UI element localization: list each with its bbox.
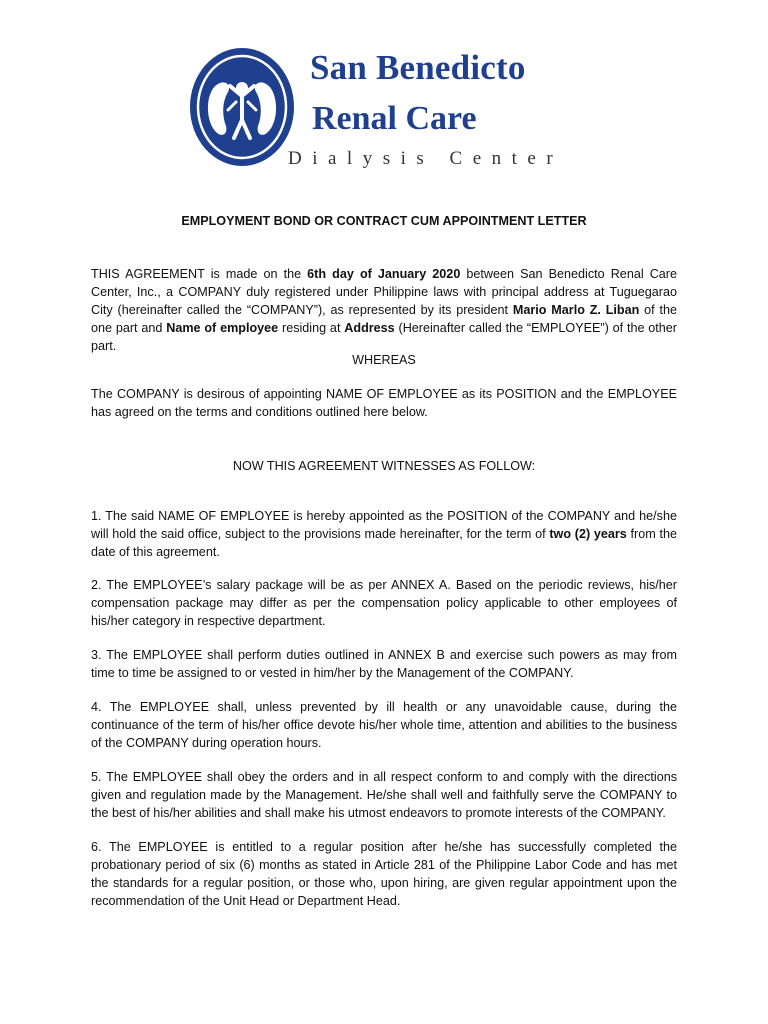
document-title: EMPLOYMENT BOND OR CONTRACT CUM APPOINTMENT LETTER	[181, 214, 587, 228]
clause-4: 4. The EMPLOYEE shall, unless prevented by ill health or any unavoidable cause, during the continuance of the term of his/her office devote his/her whole time, attention and abilities to the business of the COMPANY during operation hours.	[91, 700, 677, 750]
intro-text-3: of the one part and	[91, 303, 678, 335]
witness-heading: NOW THIS AGREEMENT WITNESSES AS FOLLOW:	[232, 459, 536, 473]
clause-1	[91, 507, 677, 561]
company-logo	[184, 38, 604, 188]
whereas-paragraph: The COMPANY is desirous of appointing NAME OF EMPLOYEE as its POSITION and the EMPLOYEE has agreed on the terms and conditions outlined here below.	[91, 387, 677, 419]
brand-name-line2: Renal Care	[312, 100, 477, 137]
clause-5: 5. The EMPLOYEE shall obey the orders and in all respect conform to and comply with the directions given and regulation made by the Management. He/she shall well and faithfully serve the COMPANY to the best of his/her abilities and shall make his utmost endeavors to promote interests of the COMPANY.	[91, 770, 677, 820]
clause-6: 6. The EMPLOYEE is entitled to a regular position after he/she has successfully completed the probationary period of six (6) months as stated in Article 281 of the Philippine Labor Code and has met the standards for a regular position, or those who, upon hiring, are given regular appointment upon the recommendation of the Unit Head or Department Head.	[91, 840, 677, 908]
agreement-date: 6th day of January 2020	[307, 267, 461, 281]
brand-name-line1: San Benedicto	[310, 48, 526, 87]
clause-1-text-b: from the date of this agreement.	[91, 527, 677, 559]
clause-2: 2. The EMPLOYEE’s salary package will be as per ANNEX A. Based on the periodic reviews, his/her compensation package may differ as per the compensation policy applicable to other employees of his/her category in respective department.	[91, 578, 677, 628]
intro-text-2: between San Benedicto Renal Care Center, Inc., a COMPANY duly registered under Philippine laws with principal address at Tuguegarao City (hereinafter called the “COMPANY”), as represented by its president	[91, 267, 678, 317]
intro-text-4: residing at	[278, 321, 345, 335]
contract-term: two (2) years	[549, 527, 627, 541]
kidney-people-emblem-icon	[188, 46, 296, 168]
intro-paragraph	[91, 265, 677, 355]
whereas-heading: WHEREAS	[352, 353, 416, 367]
intro-text-1: THIS AGREEMENT is made on the	[91, 267, 308, 281]
employee-name: Name of employee	[166, 321, 279, 335]
employee-address: Address	[344, 321, 395, 335]
president-name: Mario Marlo Z. Liban	[512, 303, 640, 317]
clause-1-text-a: 1. The said NAME OF EMPLOYEE is hereby appointed as the POSITION of the COMPANY and he/she will hold the said office, subject to the provisions made hereinafter, for the term of	[91, 509, 677, 541]
clause-3: 3. The EMPLOYEE shall perform duties outlined in ANNEX B and exercise such powers as may from time to time be assigned to or vested in him/her by the Management of the COMPANY.	[91, 648, 677, 680]
brand-tagline: Dialysis Center	[288, 148, 564, 169]
intro-text-5: (Hereinafter called the “EMPLOYEE”) of the other part.	[91, 321, 677, 353]
